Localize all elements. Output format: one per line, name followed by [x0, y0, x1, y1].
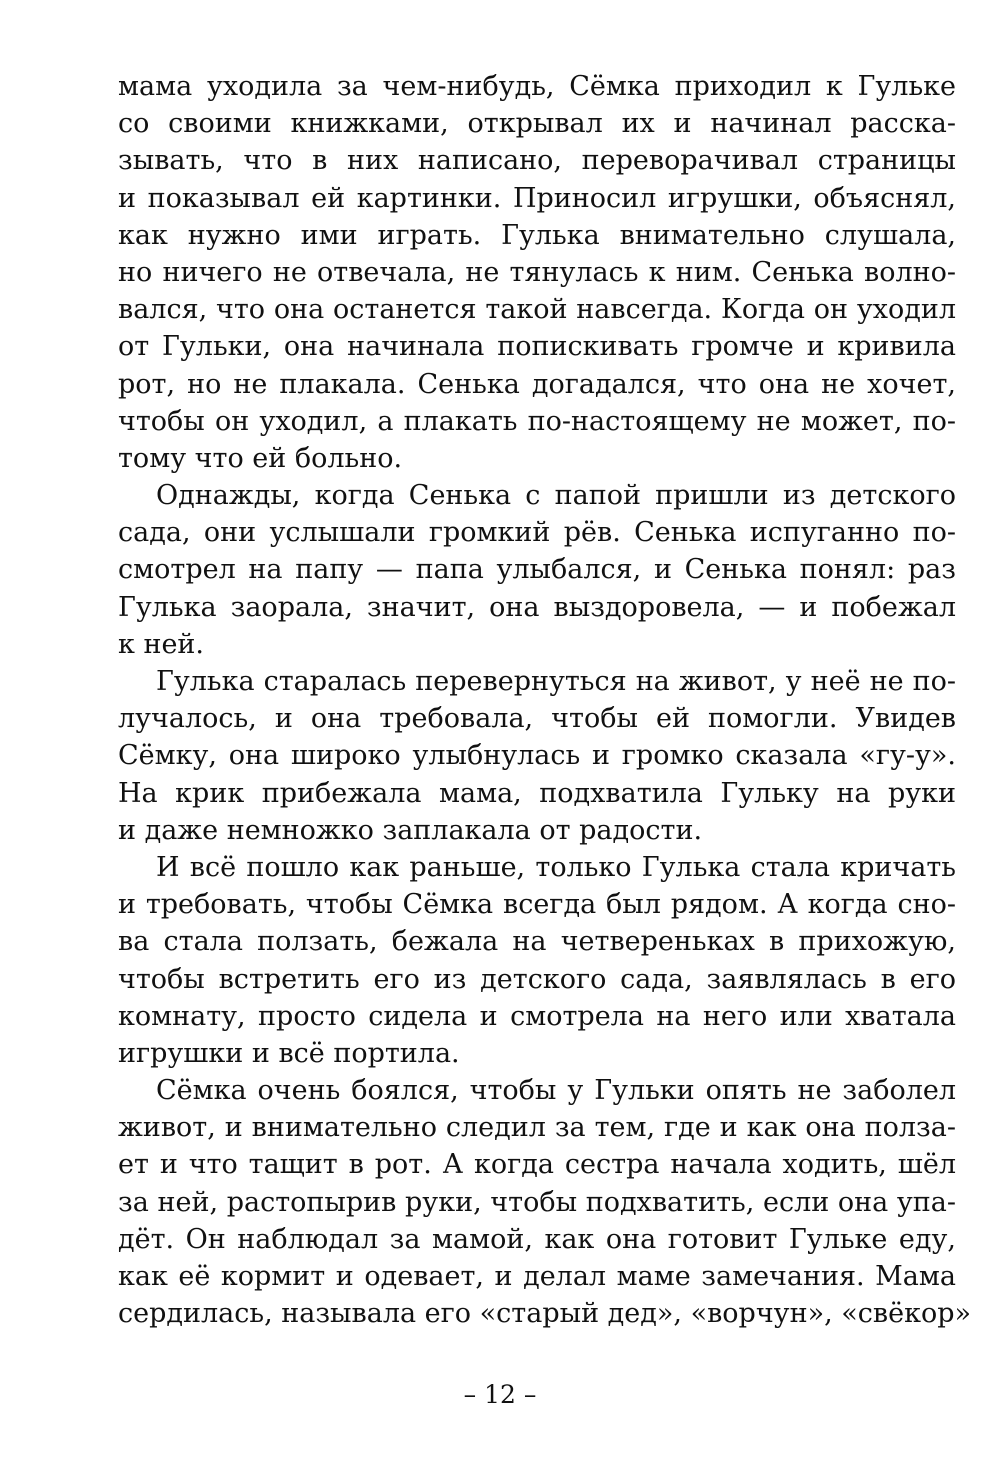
text-line: живот, и внимательно следил за тем, где и как она полза- [118, 1112, 956, 1144]
text-line: зывать, что в них написано, переворачивал страницы [118, 145, 956, 177]
paragraph-5 [118, 1072, 972, 1332]
text-line: чтобы он уходил, а плакать по-настоящему не может, по- [118, 405, 956, 437]
text-line: сада, они услышали громкий рёв. Сенька испуганно по- [118, 517, 956, 549]
page-number: – 12 – [463, 1380, 537, 1409]
text-line: от Гульки, она начинала попискивать громче и кривила [118, 331, 956, 363]
text-line: На крик прибежала мама, подхватила Гульку на руки [118, 777, 956, 809]
text-line: и даже немножко заплакала от радости. [118, 814, 703, 846]
text-line: И всё пошло как раньше, только Гулька стала кричать [156, 851, 956, 883]
text-line: лучалось, и она требовала, чтобы ей помогли. Увидев [118, 703, 956, 735]
text-line: сердилась, называла его «старый дед», «ворчун», «свёкор» [118, 1298, 972, 1330]
text-line: Сёмку, она широко улыбнулась и громко сказала «гу-у». [118, 740, 956, 772]
text-line: игрушки и всё портила. [118, 1037, 460, 1069]
text-line: как нужно ими играть. Гулька внимательно слушала, [118, 219, 956, 251]
text-line: тому что ей больно. [118, 442, 403, 474]
text-line: со своими книжками, открывал их и начинал расска- [118, 108, 956, 140]
text-line: рот, но не плакала. Сенька догадался, что она не хочет, [118, 368, 956, 400]
text-line: как её кормит и одевает, и делал маме замечания. Мама [118, 1261, 956, 1292]
text-line: Гулька старалась перевернуться на живот, у неё не по- [156, 666, 956, 697]
text-line: и требовать, чтобы Сёмка всегда был рядом. А когда сно- [118, 889, 956, 921]
paragraph-2 [118, 477, 956, 663]
text-line: ва стала ползать, бежала на четвереньках в прихожую, [118, 926, 956, 958]
text-line: мама уходила за чем-нибудь, Сёмка приходил к Гульке [118, 71, 956, 102]
text-line: Однажды, когда Сенька с папой пришли из детского [156, 480, 956, 512]
text-line: за ней, растопырив руки, чтобы подхватить, если она упа- [118, 1186, 956, 1218]
text-line: Гулька заорала, значит, она выздоровела, — и побежал [118, 591, 956, 623]
paragraph-4 [118, 849, 956, 1072]
text-line: дёт. Он наблюдал за мамой, как она готовит Гульке еду, [118, 1223, 956, 1255]
text-line: вался, что она останется такой навсегда. Когда он уходил [118, 294, 956, 326]
text-line: Сёмка очень боялся, чтобы у Гульки опять не заболел [156, 1075, 956, 1107]
text-line: к ней. [118, 628, 205, 660]
text-line: ет и что тащит в рот. А когда сестра начала ходить, шёл [118, 1149, 956, 1181]
text-line: чтобы встретить его из детского сада, заявлялась в его [118, 963, 956, 995]
paragraph-3 [118, 663, 956, 849]
text-line: смотрел на папу — папа улыбался, и Сенька понял: раз [118, 554, 956, 586]
page-body [118, 68, 972, 1332]
text-line: и показывал ей картинки. Приносил игрушки, объяснял, [118, 182, 956, 214]
text-line: комнату, просто сидела и смотрела на него или хватала [118, 1000, 956, 1032]
text-line: но ничего не отвечала, не тянулась к ним. Сенька волно- [118, 256, 956, 288]
paragraph-1 [118, 68, 956, 477]
